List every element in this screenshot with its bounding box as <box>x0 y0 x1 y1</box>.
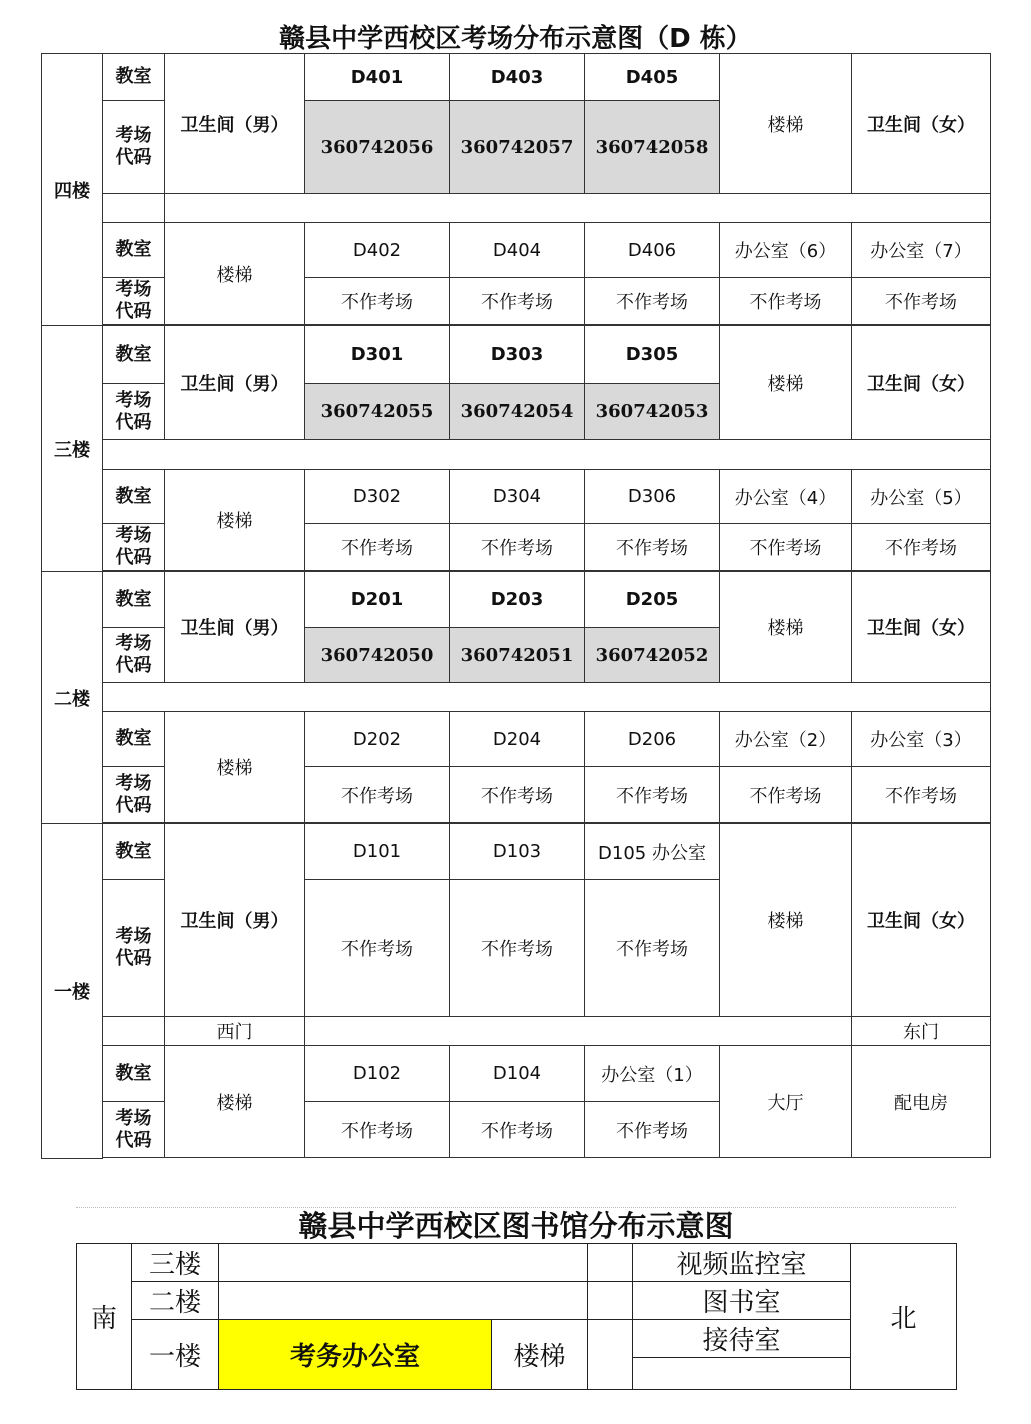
corridor <box>103 683 991 712</box>
building-d-table <box>41 53 991 1159</box>
room-d101: D101 <box>305 824 450 880</box>
not-exam: 不作考场 <box>450 1102 585 1158</box>
floor-label-1: 一楼 <box>42 824 103 1159</box>
empty-cell <box>633 1358 851 1390</box>
exam-code-label: 考场 代码 <box>103 524 165 571</box>
toilet-male: 卫生间（男） <box>165 54 305 194</box>
not-exam: 不作考场 <box>305 767 450 823</box>
stairs: 楼梯 <box>165 470 305 571</box>
not-exam: 不作考场 <box>585 1102 720 1158</box>
room-d302: D302 <box>305 470 450 524</box>
office-2: 办公室（2） <box>720 712 852 767</box>
not-exam: 不作考场 <box>585 524 720 571</box>
toilet-male: 卫生间（男） <box>165 326 305 440</box>
office-1: 办公室（1） <box>585 1046 720 1102</box>
room-d404: D404 <box>450 223 585 278</box>
classroom-label: 教室 <box>103 54 165 101</box>
north-label: 北 <box>851 1244 957 1390</box>
not-exam: 不作考场 <box>450 278 585 325</box>
gap-cell <box>103 194 165 223</box>
not-exam: 不作考场 <box>305 278 450 325</box>
library-floor-3: 三楼 <box>132 1244 219 1282</box>
exam-code-label: 考场 代码 <box>103 628 165 683</box>
room-d203: D203 <box>450 572 585 628</box>
exam-code-d403: 360742057 <box>450 101 585 194</box>
stairs: 楼梯 <box>720 824 852 1017</box>
empty-cell <box>219 1282 588 1320</box>
not-exam: 不作考场 <box>852 524 991 571</box>
classroom-label: 教室 <box>103 223 165 278</box>
room-d301: D301 <box>305 326 450 384</box>
classroom-label: 教室 <box>103 1046 165 1102</box>
floor-label-4: 四楼 <box>42 54 103 326</box>
exam-code-d405: 360742058 <box>585 101 720 194</box>
room-d103: D103 <box>450 824 585 880</box>
exam-code-d205: 360742052 <box>585 628 720 683</box>
exam-code-label: 考场 代码 <box>103 278 165 325</box>
room-d201: D201 <box>305 572 450 628</box>
stairs: 楼梯 <box>165 223 305 325</box>
exam-code-d201: 360742050 <box>305 628 450 683</box>
not-exam: 不作考场 <box>852 278 991 325</box>
room-d205: D205 <box>585 572 720 628</box>
room-d105: D105 办公室 <box>585 824 720 880</box>
stairs: 楼梯 <box>720 54 852 194</box>
not-exam: 不作考场 <box>450 767 585 823</box>
power-room: 配电房 <box>852 1046 991 1158</box>
not-exam: 不作考场 <box>585 278 720 325</box>
exam-code-label: 考场 代码 <box>103 384 165 440</box>
room-d305: D305 <box>585 326 720 384</box>
exam-code-d305: 360742053 <box>585 384 720 440</box>
empty-cell <box>219 1244 588 1282</box>
room-d304: D304 <box>450 470 585 524</box>
office-6: 办公室（6） <box>720 223 852 278</box>
not-exam: 不作考场 <box>305 524 450 571</box>
not-exam: 不作考场 <box>852 767 991 823</box>
exam-code-d301: 360742055 <box>305 384 450 440</box>
video-room: 视频监控室 <box>633 1244 851 1282</box>
toilet-female: 卫生间（女） <box>852 824 991 1017</box>
office-4: 办公室（4） <box>720 470 852 524</box>
hall: 大厅 <box>720 1046 852 1158</box>
office-3: 办公室（3） <box>852 712 991 767</box>
classroom-label: 教室 <box>103 470 165 524</box>
stairs: 楼梯 <box>165 712 305 823</box>
room-d401: D401 <box>305 54 450 101</box>
classroom-label: 教室 <box>103 824 165 880</box>
not-exam: 不作考场 <box>450 524 585 571</box>
south-label: 南 <box>77 1244 132 1390</box>
library-room: 图书室 <box>633 1282 851 1320</box>
not-exam: 不作考场 <box>720 278 852 325</box>
toilet-male: 卫生间（男） <box>165 572 305 683</box>
room-d102: D102 <box>305 1046 450 1102</box>
corridor <box>305 1017 852 1046</box>
room-d206: D206 <box>585 712 720 767</box>
stairs: 楼梯 <box>720 326 852 440</box>
not-exam: 不作考场 <box>305 1102 450 1158</box>
classroom-label: 教室 <box>103 712 165 767</box>
exam-code-label: 考场 代码 <box>103 101 165 194</box>
room-d104: D104 <box>450 1046 585 1102</box>
not-exam: 不作考场 <box>720 524 852 571</box>
not-exam: 不作考场 <box>585 880 720 1017</box>
corridor <box>103 440 991 470</box>
library-floor-2: 二楼 <box>132 1282 219 1320</box>
exam-code-d401: 360742056 <box>305 101 450 194</box>
exam-office: 考务办公室 <box>219 1320 492 1390</box>
floor-label-2: 二楼 <box>42 572 103 824</box>
classroom-label: 教室 <box>103 326 165 384</box>
exam-code-label: 考场 代码 <box>103 767 165 823</box>
room-d202: D202 <box>305 712 450 767</box>
exam-code-d303: 360742054 <box>450 384 585 440</box>
room-d402: D402 <box>305 223 450 278</box>
room-d204: D204 <box>450 712 585 767</box>
office-5: 办公室（5） <box>852 470 991 524</box>
stairs: 楼梯 <box>720 572 852 683</box>
exam-code-label: 考场 代码 <box>103 1102 165 1158</box>
not-exam: 不作考场 <box>450 880 585 1017</box>
not-exam: 不作考场 <box>585 767 720 823</box>
west-gate: 西门 <box>165 1017 305 1046</box>
room-d306: D306 <box>585 470 720 524</box>
floor-label-3: 三楼 <box>42 326 103 572</box>
east-gate: 东门 <box>852 1017 991 1046</box>
classroom-label: 教室 <box>103 572 165 628</box>
corridor <box>165 194 991 223</box>
gap-cell <box>103 1017 165 1046</box>
library-table <box>76 1243 957 1390</box>
room-d405: D405 <box>585 54 720 101</box>
library-stairs: 楼梯 <box>492 1320 588 1390</box>
toilet-female: 卫生间（女） <box>852 326 991 440</box>
page-title: 赣县中学西校区考场分布示意图（D 栋） <box>279 24 752 54</box>
empty-cell <box>588 1320 633 1390</box>
toilet-female: 卫生间（女） <box>852 54 991 194</box>
library-title: 赣县中学西校区图书馆分布示意图 <box>76 1207 956 1244</box>
toilet-male: 卫生间（男） <box>165 824 305 1017</box>
stairs: 楼梯 <box>165 1046 305 1158</box>
library-floor-1: 一楼 <box>132 1320 219 1390</box>
empty-cell <box>588 1282 633 1320</box>
exam-code-d203: 360742051 <box>450 628 585 683</box>
room-d303: D303 <box>450 326 585 384</box>
reception: 接待室 <box>633 1320 851 1358</box>
toilet-female: 卫生间（女） <box>852 572 991 683</box>
exam-code-label: 考场 代码 <box>103 880 165 1017</box>
not-exam: 不作考场 <box>720 767 852 823</box>
empty-cell <box>588 1244 633 1282</box>
room-d406: D406 <box>585 223 720 278</box>
office-7: 办公室（7） <box>852 223 991 278</box>
room-d403: D403 <box>450 54 585 101</box>
not-exam: 不作考场 <box>305 880 450 1017</box>
